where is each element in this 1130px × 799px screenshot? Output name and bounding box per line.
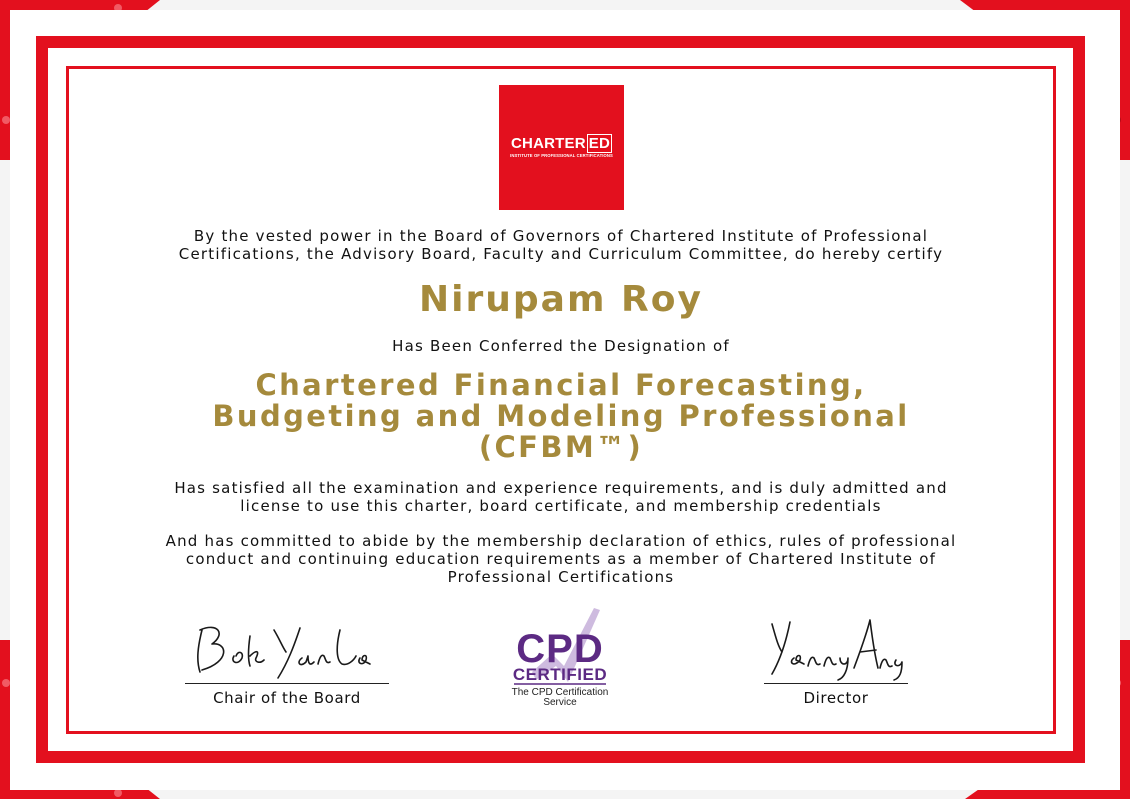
- logo-word-boxed: ED: [588, 135, 610, 152]
- designation-line-1: Chartered Financial Forecasting,: [255, 368, 867, 402]
- cpd-mark: CPD: [516, 627, 604, 671]
- ribbon-dot: [114, 789, 122, 797]
- designation-line-3: (CFBM™): [478, 430, 644, 464]
- requirements-line-2: license to use this charter, board certificate, and membership credentials: [240, 497, 882, 515]
- side-stripe-left-bottom: [0, 640, 10, 799]
- ribbon-dot: [2, 116, 10, 124]
- ethics-line-1: And has committed to abide by the membership declaration of ethics, rules of professional: [165, 532, 957, 550]
- recipient-name: Nirupam Roy: [419, 279, 703, 320]
- ethics-statement: [130, 532, 992, 586]
- intro-line-1: By the vested power in the Board of Governors of Chartered Institute of Professional: [193, 227, 929, 245]
- ribbon-dot: [2, 679, 10, 687]
- logo-wordmark: [511, 136, 612, 152]
- side-stripe-right-bottom: [1120, 640, 1130, 799]
- ethics-line-3: Professional Certifications: [447, 568, 675, 586]
- signature-chair: [190, 616, 390, 680]
- cpd-certified-label: CERTIFIED: [512, 665, 608, 684]
- side-stripe-left-top: [0, 0, 10, 160]
- conferred-statement: Has Been Conferred the Designation of: [392, 337, 730, 355]
- signature-title-chair: Chair of the Board: [213, 689, 361, 707]
- signature-title-director: Director: [803, 689, 869, 707]
- designation-line-2: Budgeting and Modeling Professional: [212, 399, 910, 433]
- cpd-service-line-1: The CPD Certification: [511, 687, 609, 698]
- logo-word-main: CHARTER: [511, 135, 586, 152]
- intro-statement: [130, 227, 992, 263]
- ethics-line-2: conduct and continuing education requirements as a member of Chartered Institute of: [185, 550, 937, 568]
- chartered-logo: [499, 85, 624, 210]
- side-stripe-right-top: [1120, 0, 1130, 160]
- signature-line-chair: [185, 683, 389, 684]
- logo-tagline: INSTITUTE OF PROFESSIONAL CERTIFICATIONS: [510, 153, 613, 158]
- requirements-statement: [130, 479, 992, 515]
- requirements-line-1: Has satisfied all the examination and experience requirements, and is duly admitted and: [174, 479, 948, 497]
- intro-line-2: Certifications, the Advisory Board, Faculty and Curriculum Committee, do hereby certify: [178, 245, 944, 263]
- designation-title: [130, 370, 992, 463]
- signature-line-director: [764, 683, 908, 684]
- signature-director: [764, 612, 910, 682]
- cpd-service-line-2: Service: [543, 697, 577, 708]
- cpd-certified-badge: [498, 606, 622, 710]
